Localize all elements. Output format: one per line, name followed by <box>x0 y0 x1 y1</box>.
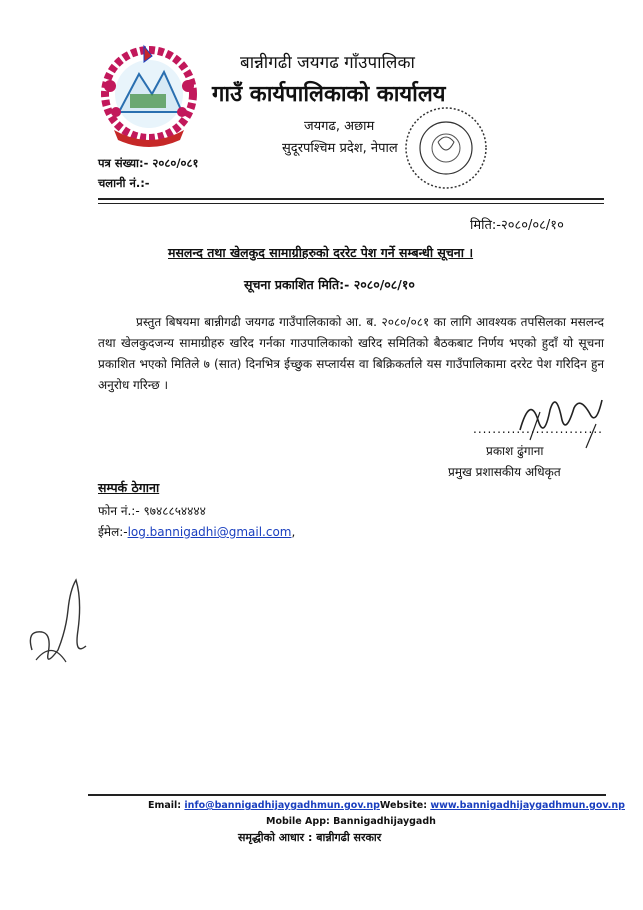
signature-icon <box>500 390 610 450</box>
signature-line: ........................... <box>473 422 603 436</box>
dispatch-number: चलानी नं.:- <box>98 176 150 190</box>
header-divider-top <box>98 198 604 200</box>
footer-email-link[interactable]: info@bannigadhijaygadhmun.gov.np <box>184 800 380 811</box>
footer-contact-line: Email: info@bannigadhijaygadhmun.gov.npWebsite: www.bannigadhijaygadhmun.gov.np <box>148 800 625 811</box>
letter-number: पत्र संख्या:- २०८०/०८१ <box>98 156 199 170</box>
notice-body: प्रस्तुत बिषयमा बान्नीगढी जयगढ गाउँपालिकाको आ. ब. २०८०/०८१ का लागि आवश्यक तपसिलका मसलन्द तथा खेलकुदजन्य सामाग्रीहरु खरिद गर्नका गाउपालिकाको खरिद समितिको बैठकबाट निर्णय भएको हुदाँ यो सूचना प्रकाशित भएको मितिले ७ (सात) दिनभित्र ईच्छुक सप्लार्यस वा बिक्रिकर्ताले यस गाउँपालिकामा दररेट पेश गरिदिन हुन अनुरोध गरिन्छ । <box>98 315 604 392</box>
header-divider-bottom <box>98 203 604 204</box>
footer-slogan: समृद्धीको आधार : बान्नीगढी सरकार <box>238 831 382 844</box>
contact-email-label: ईमेल:- <box>98 525 128 539</box>
nepal-emblem-icon <box>94 42 204 150</box>
contact-phone: फोन नं.:- ९७४८८५४४४४ <box>98 504 206 518</box>
contact-email-row <box>98 523 295 540</box>
footer-website-link[interactable]: www.bannigadhijaygadhmun.gov.np <box>430 800 625 811</box>
footer-divider <box>88 794 606 796</box>
contact-email-link[interactable]: log.bannigadhi@gmail.com <box>127 525 292 539</box>
address-line-1: जयगढ, अछाम <box>304 119 375 134</box>
margin-initials-icon <box>22 570 94 670</box>
letter-date: मिति:-२०८०/०८/१० <box>470 218 564 233</box>
published-date: सूचना प्रकाशित मिति:- २०८०/०८/१० <box>244 277 415 292</box>
notice-subject: मसलन्द तथा खेलकुद सामाग्रीहरुको दररेट पेश गर्ने सम्बन्धी सूचना । <box>168 245 474 260</box>
office-name: बान्नीगढी जयगढ गाँउपालिका <box>240 53 415 73</box>
footer-mobile-app: Mobile App: Bannigadhijaygadh <box>266 816 436 827</box>
signatory-name: प्रकाश ढुंगाना <box>486 444 544 458</box>
contact-heading: सम्पर्क ठेगाना <box>98 480 160 495</box>
office-title: गाउँ कार्यपालिकाको कार्यालय <box>212 82 446 107</box>
office-stamp-icon <box>400 102 500 194</box>
contact-email-suffix: , <box>291 525 296 539</box>
address-line-2: सुदूरपश्चिम प्रदेश, नेपाल <box>282 141 398 156</box>
signatory-title: प्रमुख प्रशासकीय अधिकृत <box>448 465 561 479</box>
